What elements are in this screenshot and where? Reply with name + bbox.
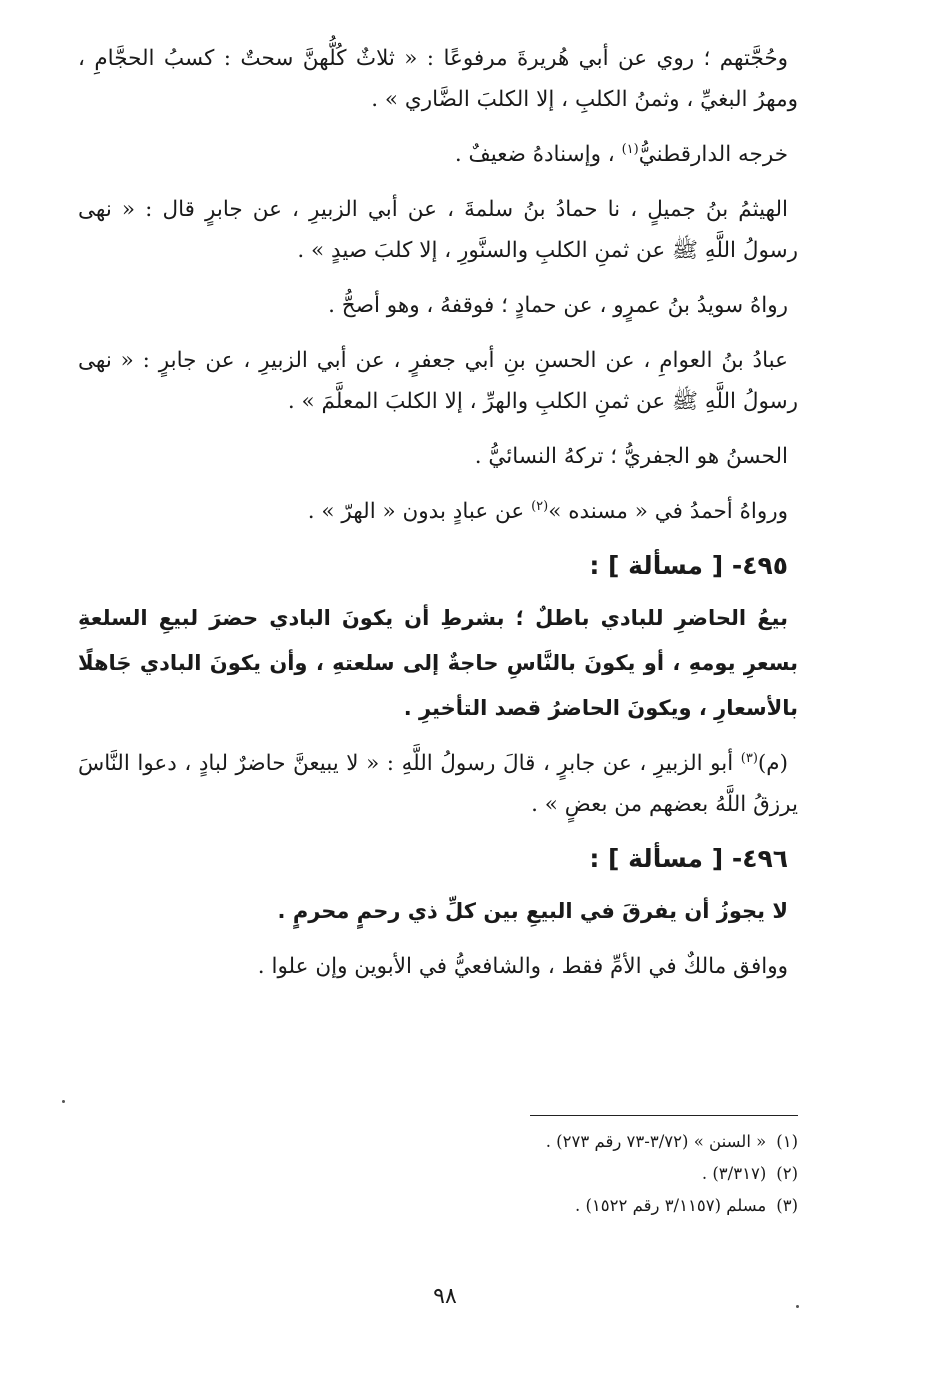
footnote-number: (٢) <box>776 1164 798 1183</box>
ruling-bay-hadir: بيعُ الحاضرِ للبادي باطلٌ ؛ بشرطِ أن يكونَ البادي حضرَ لبيعِ السلعةِ بسعرِ يومهِ ، أو يكونَ بالنَّاسِ حاجةٌ إلى سلعتهِ ، وأن يكونَ البادي جَاهلًا بالأسعارِ ، ويكونَ الحاضرُ قصد التأخيرِ . <box>78 606 798 720</box>
paragraph-suwayd: رواهُ سويدُ بنُ عمرٍو ، عن حمادٍ ؛ فوقفهُ ، وهو أصحُّ . <box>328 293 788 318</box>
scan-speck <box>796 1305 799 1308</box>
footnote-ref-3: (٣) <box>740 750 758 766</box>
footnote-number: (١) <box>776 1132 798 1151</box>
paragraph-abbad: عبادُ بنُ العوامِ ، عن الحسنِ بنِ أبي جعفرٍ ، عن أبي الزبيرِ ، عن جابرٍ : « نهى رسولُ اللَّهِ ﷺ عن ثمنِ الكلبِ والهرِّ ، إلا الكلبَ المعلَّمَ » . <box>78 348 798 414</box>
footnote-text: « السنن » (٣/٧٢-٧٣ رقم ٢٧٣) . <box>545 1132 767 1151</box>
paragraph-text: ورواهُ أحمدُ في « مسنده » <box>548 499 788 524</box>
footnote-2 <box>400 1158 798 1190</box>
muslim-marker: (م) <box>757 751 788 776</box>
paragraph-hasan-jufri: الحسنُ هو الجفريُّ ؛ تركهُ النسائيُّ . <box>474 444 788 469</box>
page-body <box>78 38 798 1001</box>
scan-speck <box>62 1100 65 1103</box>
footnote-3 <box>400 1190 798 1222</box>
page-number: ٩٨ <box>433 1284 457 1309</box>
footnote-text: (٣/٣١٧) . <box>701 1164 767 1183</box>
footnote-number: (٣) <box>776 1196 798 1215</box>
heading-masala-496: ٤٩٦- [ مسألة ] : <box>589 844 788 873</box>
footnote-divider <box>530 1115 798 1116</box>
paragraph-text-end: ، وإسنادهُ ضعيفٌ . <box>454 142 622 167</box>
heading-masala-495: ٤٩٥- [ مسألة ] : <box>589 551 788 580</box>
footnote-text: مسلم (٣/١١٥٧ رقم ١٥٢٢) . <box>574 1196 767 1215</box>
paragraph-hujjatuhum: وحُجَّتهم ؛ روي عن أبي هُريرةَ مرفوعًا : « ثلاثٌ كُلُّهنَّ سحتٌ : كسبُ الحجَّامِ ، ومهرُ البغيِّ ، وثمنُ الكلبِ ، إلا الكلبَ الضَّاري » . <box>78 46 798 112</box>
footnote-ref-2: (٢) <box>531 498 549 514</box>
footnotes <box>400 1126 798 1222</box>
footnote-1 <box>400 1126 798 1158</box>
paragraph-text-end: عن عبادٍ بدون « الهرّ » . <box>307 499 532 524</box>
paragraph-text: أبو الزبيرِ ، عن جابرٍ ، قالَ رسولُ اللَّهِ : « لا يبيعنَّ حاضرٌ لبادٍ ، دعوا النَّاسَ يرزقُ اللَّهُ بعضهم من بعضٍ » . <box>78 751 798 817</box>
paragraph-text: خرجه الدارقطنيُّ <box>638 142 788 167</box>
paragraph-daraqutni <box>78 134 798 175</box>
paragraph-muslim-hadith <box>78 743 798 825</box>
ruling-tafriq: لا يجوزُ أن يفرقَ في البيعِ بين كلِّ ذي رحمٍ محرمٍ . <box>277 899 788 923</box>
paragraph-malik-shafii: ووافق مالكٌ في الأمِّ فقط ، والشافعيُّ في الأبوين وإن علوا . <box>257 954 788 979</box>
paragraph-ahmad-musnad <box>78 491 798 532</box>
footnote-ref-1: (١) <box>621 141 639 157</box>
paragraph-haytham: الهيثمُ بنُ جميلٍ ، نا حمادُ بنُ سلمةَ ، عن أبي الزبيرِ ، عن جابرٍ قال : « نهى رسولُ اللَّهِ ﷺ عن ثمنِ الكلبِ والسنَّورِ ، إلا كلبَ صيدٍ » . <box>78 197 798 263</box>
